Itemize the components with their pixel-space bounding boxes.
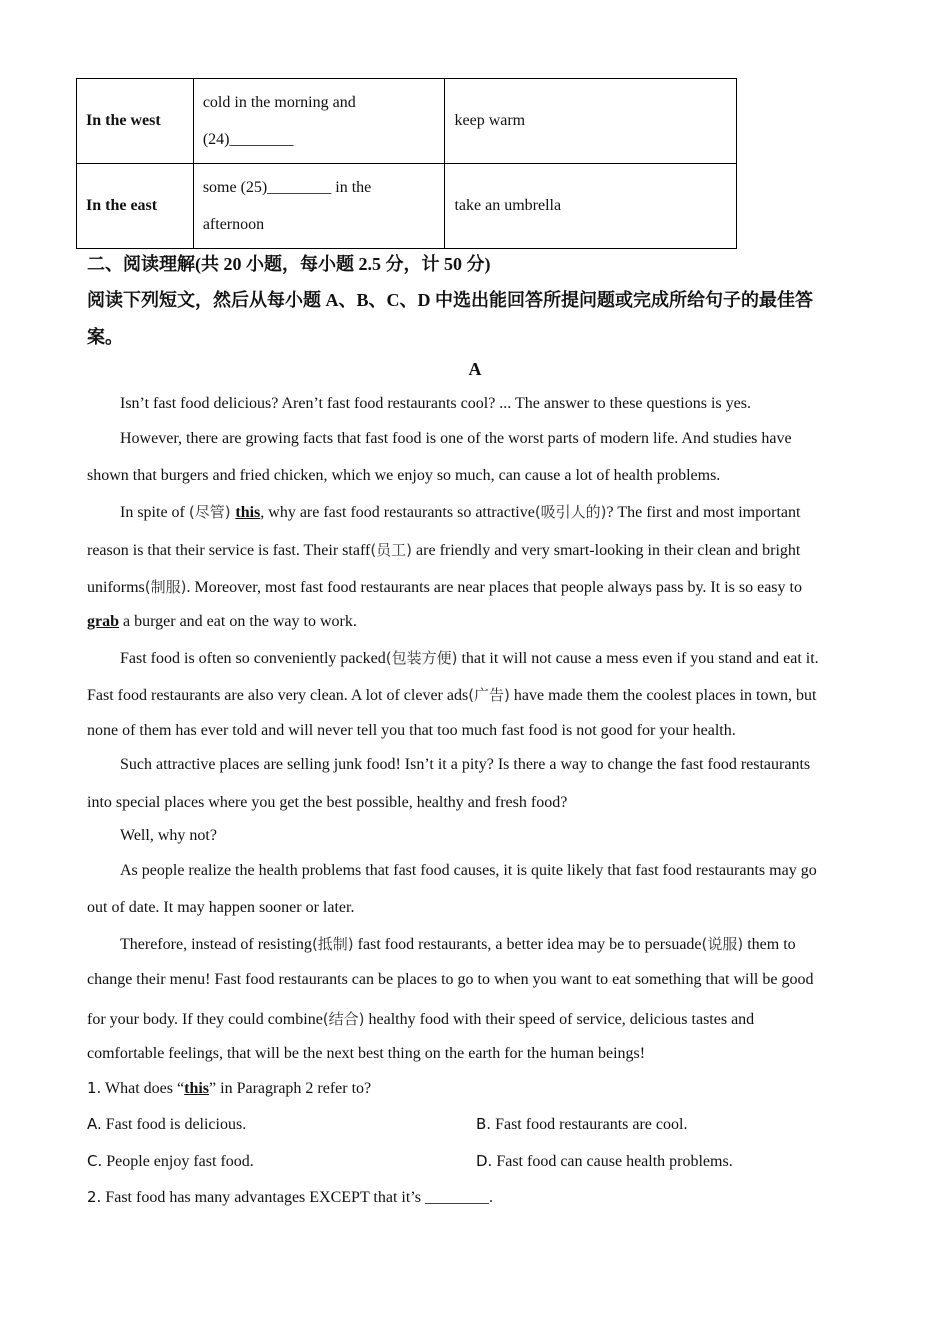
text-span: a burger and eat on the way to work. [119, 613, 357, 630]
weather-text-line: cold in the morning and [202, 94, 356, 111]
advice-cell: take an umbrella [445, 164, 737, 249]
weather-text-line: afternoon [202, 216, 265, 233]
text-span: them to [743, 936, 796, 953]
paragraph-line: However, there are growing facts that fast food is one of the worst parts of modern life. And studies have [120, 430, 792, 447]
chinese-gloss: (结合) [322, 1010, 365, 1028]
text-span: fast food restaurants, a better idea may be to persuade [353, 936, 702, 953]
instructions-line: 阅读下列短文，然后从每小题 A、B、C、D 中选出能回答所提问题或完成所给句子的最佳答 [87, 290, 813, 310]
passage-label: A [468, 359, 482, 379]
paragraph-line: change their menu! Fast food restaurants can be places to go to when you want to eat something that will be good [87, 971, 814, 988]
table-row [77, 164, 737, 249]
text-span: are friendly and very smart-looking in their clean and bright [412, 542, 801, 559]
text-span: Therefore, instead of resisting [120, 936, 312, 953]
underlined-word-this: this [184, 1080, 210, 1097]
region-cell: In the east [77, 164, 194, 249]
chinese-gloss: (吸引人的) [534, 503, 607, 521]
text-span: healthy food with their speed of service, delicious tastes and [364, 1011, 755, 1028]
option-text: People enjoy fast food. [102, 1153, 254, 1170]
question-text: Fast food has many advantages EXCEPT that it’s ________. [101, 1189, 493, 1206]
option-a[interactable] [87, 1115, 246, 1134]
paragraph-line: As people realize the health problems that fast food causes, it is quite likely that fast food restaurants may go [120, 862, 817, 879]
section-title: 二、阅读理解(共 20 小题，每小题 2.5 分，计 50 分) [87, 254, 491, 274]
text-span: ? The first and most important [606, 504, 801, 521]
paragraph-line: out of date. It may happen sooner or later. [87, 899, 355, 916]
text-span: reason is that their service is fast. Their staff [87, 542, 371, 559]
table-row [77, 79, 737, 164]
weather-text-line: some (25)________ in the [202, 179, 372, 196]
chinese-gloss: (制服) [144, 578, 187, 596]
paragraph-line: none of them has ever told and will never tell you that too much fast food is not good for your health. [87, 722, 736, 739]
paragraph-line: Such attractive places are selling junk food! Isn’t it a pity? Is there a way to change the fast food restaurants [120, 756, 811, 773]
option-b[interactable] [476, 1115, 687, 1134]
instructions-line: 案。 [87, 327, 123, 347]
question-text: What does “ [101, 1080, 185, 1097]
weather-cell [193, 79, 445, 164]
weather-cell [193, 164, 445, 249]
option-letter: D. [476, 1152, 493, 1170]
chinese-gloss: (抵制) [311, 935, 354, 953]
underlined-word-this: this [235, 504, 261, 521]
option-d[interactable] [476, 1152, 733, 1171]
option-letter: A. [87, 1115, 102, 1133]
paragraph-line [120, 501, 800, 522]
option-text: Fast food can cause health problems. [492, 1153, 733, 1170]
text-span: uniforms [87, 579, 145, 596]
paragraph-line [87, 1008, 754, 1029]
weather-text-line: (24)________ [202, 131, 294, 148]
option-letter: B. [476, 1115, 492, 1133]
text-span: for your body. If they could combine [87, 1011, 323, 1028]
paragraph-line: into special places where you get the best possible, healthy and fresh food? [87, 794, 568, 811]
paragraph-line [87, 539, 800, 560]
option-text: Fast food restaurants are cool. [491, 1116, 688, 1133]
text-span: . Moreover, most fast food restaurants are near places that people always pass by. It is so easy to [186, 579, 802, 596]
paragraph-line: shown that burgers and fried chicken, which we enjoy so much, can cause a lot of health problems. [87, 467, 721, 484]
chinese-gloss: (包装方便) [385, 649, 458, 667]
chinese-gloss: (广告) [468, 686, 510, 704]
question-number: 2. [87, 1188, 102, 1206]
paragraph-line: Isn’t fast food delicious? Aren’t fast food restaurants cool? ... The answer to these questions is yes. [120, 395, 751, 412]
question-text: ” in Paragraph 2 refer to? [209, 1080, 372, 1097]
chinese-gloss: (尽管) [188, 503, 236, 521]
advice-cell: keep warm [445, 79, 737, 164]
text-span: In spite of [120, 504, 189, 521]
text-span: that it will not cause a mess even if you stand and eat it. [457, 650, 819, 667]
text-span: Fast food restaurants are also very clean. A lot of clever ads [87, 687, 469, 704]
paragraph-line [87, 684, 817, 705]
option-letter: C. [87, 1152, 103, 1170]
underlined-word-grab: grab [87, 613, 119, 630]
text-span: , why are fast food restaurants so attractive [260, 504, 535, 521]
paragraph-line: comfortable feelings, that will be the next best thing on the earth for the human beings! [87, 1045, 646, 1062]
paragraph-line: Well, why not? [120, 827, 217, 844]
question-number: 1. [87, 1079, 102, 1097]
chinese-gloss: (说服) [701, 935, 744, 953]
weather-table [76, 78, 737, 249]
question-2 [87, 1188, 493, 1207]
question-1 [87, 1079, 371, 1098]
text-span: have made them the coolest places in town, but [509, 687, 817, 704]
paragraph-line [87, 576, 802, 597]
region-cell: In the west [77, 79, 194, 164]
paragraph-line [120, 647, 819, 668]
text-span: Fast food is often so conveniently packed [120, 650, 386, 667]
option-text: Fast food is delicious. [101, 1116, 247, 1133]
option-c[interactable] [87, 1152, 254, 1171]
paragraph-line [87, 613, 357, 631]
chinese-gloss: (员工) [370, 541, 413, 559]
paragraph-line [120, 933, 796, 954]
